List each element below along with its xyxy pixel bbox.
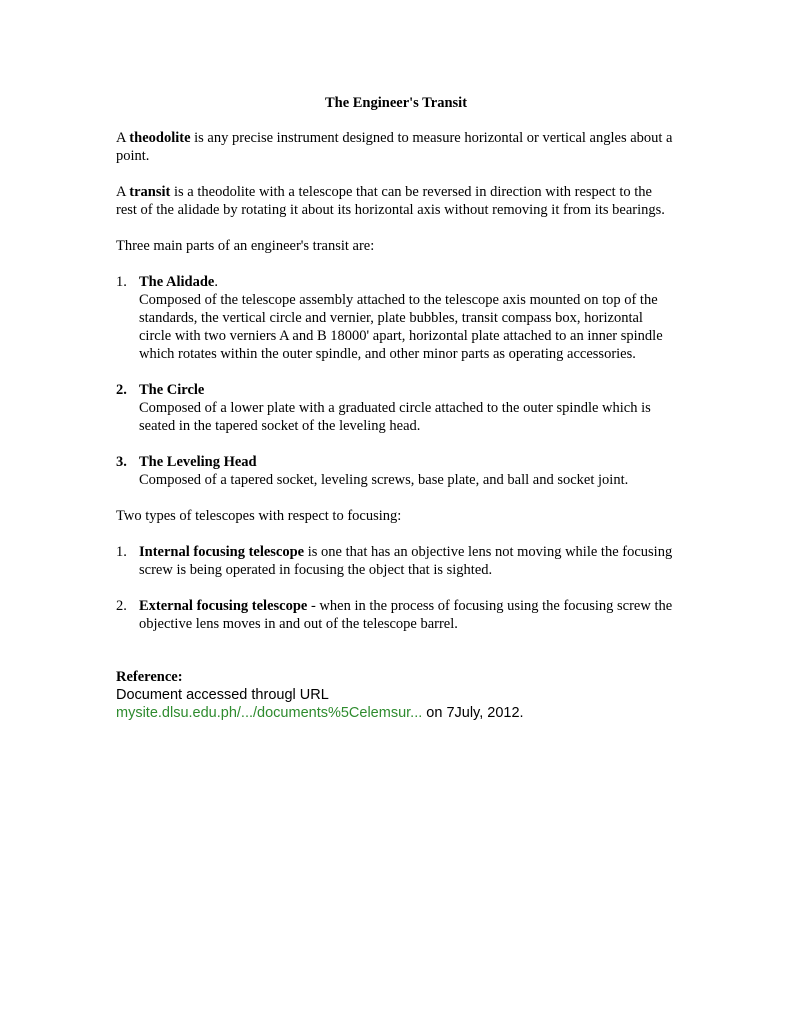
list-number: 2. [116, 598, 127, 614]
item-heading [139, 273, 676, 291]
page-title: The Engineer's Transit [324, 95, 468, 111]
item-heading [139, 381, 676, 399]
term-theodolite: theodolite [129, 130, 191, 146]
list-number: 2. [116, 382, 127, 398]
transit-paragraph [116, 183, 676, 219]
list-item-internal-telescope [116, 543, 676, 579]
term-external-focusing: External focusing telescope [139, 598, 308, 614]
item-description: Composed of a lower plate with a graduated circle attached to the outer spindle which is seated in the tapered socket of the leveling head. [139, 400, 651, 434]
list-item-circle [116, 381, 676, 435]
reference-line: Document accessed througl URL [116, 687, 329, 703]
list-item-external-telescope [116, 597, 676, 633]
reference-label [116, 668, 676, 686]
paragraph-text: A [116, 130, 130, 146]
item-description: Composed of the telescope assembly attached to the telescope axis mounted on top of the standards, the vertical circle and vernier, plate bubbles, transit compass box, horizontal circle with two verniers A and B 18000' apart, horizontal plate attached to an inner spindle which rotates within the outer spindle, and other minor parts as operating accessories. [139, 292, 663, 362]
document-body [116, 94, 676, 722]
telescopes-intro: Two types of telescopes with respect to focusing: [116, 508, 402, 524]
reference-url-line [116, 704, 676, 722]
item-heading [139, 453, 676, 471]
item-title: The Circle [139, 382, 205, 398]
reference-section [116, 668, 676, 722]
list-item-leveling-head [116, 453, 676, 489]
reference-label-text: Reference: [116, 669, 183, 685]
parts-intro: Three main parts of an engineer's transit are: [116, 238, 375, 254]
paragraph-text: is a theodolite with a telescope that can be reversed in direction with respect to the rest of the alidade by rotating it about its horizontal axis without removing it from its bearings. [116, 184, 665, 218]
paragraph-text: A [116, 184, 130, 200]
term-internal-focusing: Internal focusing telescope [139, 544, 305, 560]
reference-link[interactable]: mysite.dlsu.edu.ph/.../documents%5Celemsur... [116, 705, 423, 721]
item-text: is one that has an objective lens not moving while the focusing screw is being operated in focusing the object that is sighted. [139, 544, 673, 578]
list-item-alidade [116, 273, 676, 363]
item-title: The Leveling Head [139, 454, 257, 470]
item-description [139, 597, 676, 633]
item-description: Composed of a tapered socket, leveling screws, base plate, and ball and socket joint. [139, 472, 629, 488]
paragraph-text: is any precise instrument designed to measure horizontal or vertical angles about a point. [116, 130, 673, 164]
item-text: - when in the process of focusing using the focusing screw the objective lens moves in and out of the telescope barrel. [139, 598, 673, 632]
reference-date: on 7July, 2012. [422, 705, 524, 721]
list-number: 1. [116, 274, 127, 290]
item-title: The Alidade [139, 274, 215, 290]
list-number: 1. [116, 544, 127, 560]
item-title-suffix: . [214, 274, 218, 290]
theodolite-paragraph [116, 129, 676, 165]
item-description [139, 543, 676, 579]
term-transit: transit [129, 184, 171, 200]
list-number: 3. [116, 454, 127, 470]
